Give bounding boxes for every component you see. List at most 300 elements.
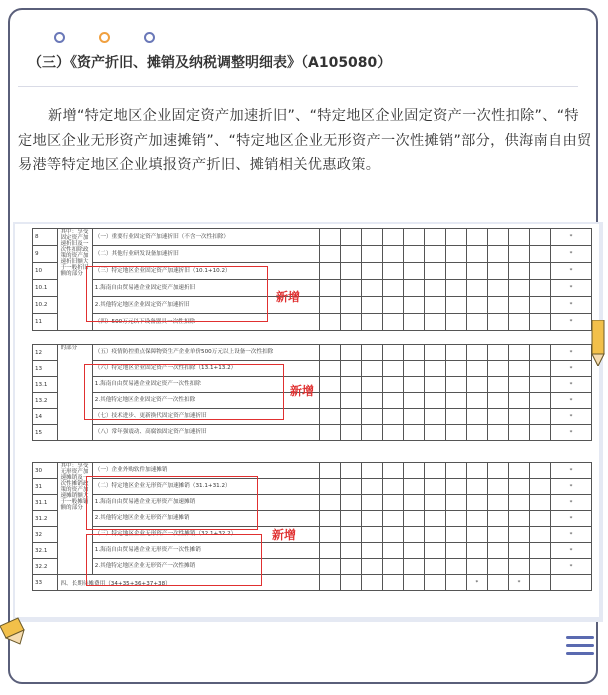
row-description: 2.其他特定地区企业固定资产加速折旧	[92, 297, 319, 314]
pencil-icon	[588, 320, 608, 366]
empty-cell	[466, 559, 487, 575]
empty-cell	[529, 409, 550, 425]
empty-cell	[508, 495, 529, 511]
empty-cell	[382, 511, 403, 527]
empty-cell	[382, 361, 403, 377]
empty-cell	[466, 425, 487, 441]
empty-cell	[445, 543, 466, 559]
row-description: 1.海南自由贸易港企业固定资产一次性扣除	[92, 377, 319, 393]
empty-cell	[340, 246, 361, 263]
empty-cell	[529, 393, 550, 409]
empty-cell	[403, 463, 424, 479]
empty-cell	[319, 409, 340, 425]
empty-cell	[466, 263, 487, 280]
empty-cell	[424, 280, 445, 297]
empty-cell	[319, 559, 340, 575]
empty-cell	[340, 361, 361, 377]
empty-cell	[403, 229, 424, 246]
empty-cell	[424, 246, 445, 263]
star-cell: *	[551, 361, 592, 377]
empty-cell	[445, 297, 466, 314]
table-row	[33, 345, 592, 361]
empty-cell	[424, 229, 445, 246]
empty-cell	[319, 479, 340, 495]
empty-cell	[382, 297, 403, 314]
star-cell: *	[551, 229, 592, 246]
empty-cell	[382, 527, 403, 543]
empty-cell	[403, 511, 424, 527]
empty-cell	[508, 463, 529, 479]
row-description: （四）500万元以下设备器具一次性扣除	[92, 314, 319, 331]
empty-cell	[382, 575, 403, 591]
empty-cell	[361, 543, 382, 559]
star-cell: *	[551, 425, 592, 441]
empty-cell	[361, 575, 382, 591]
row-description: 2.其他特定地区企业无形资产加速摊销	[92, 511, 319, 527]
empty-cell	[319, 425, 340, 441]
empty-cell	[424, 463, 445, 479]
empty-cell	[487, 361, 508, 377]
empty-cell	[529, 575, 550, 591]
empty-cell	[424, 425, 445, 441]
empty-cell	[466, 377, 487, 393]
empty-cell	[403, 543, 424, 559]
empty-cell	[466, 246, 487, 263]
empty-cell	[466, 409, 487, 425]
empty-cell	[403, 575, 424, 591]
empty-cell	[319, 361, 340, 377]
empty-cell	[403, 393, 424, 409]
table-row	[33, 425, 592, 441]
empty-cell	[508, 409, 529, 425]
highlight-box	[86, 476, 258, 530]
empty-cell	[340, 575, 361, 591]
empty-cell	[319, 463, 340, 479]
empty-cell	[466, 280, 487, 297]
row-description: （七）技术进步、更新换代固定资产加速折旧	[92, 409, 319, 425]
empty-cell	[319, 511, 340, 527]
empty-cell	[529, 425, 550, 441]
row-description: （一）重要行业固定资产加速折旧（不含一次性扣除）	[92, 229, 319, 246]
dot-icon	[54, 32, 65, 43]
empty-cell	[340, 479, 361, 495]
empty-cell	[424, 495, 445, 511]
empty-cell	[529, 361, 550, 377]
empty-cell	[487, 393, 508, 409]
empty-cell	[466, 361, 487, 377]
table-row	[33, 229, 592, 246]
empty-cell	[445, 246, 466, 263]
empty-cell	[382, 409, 403, 425]
row-number: 32.1	[33, 543, 58, 559]
star-cell: *	[551, 559, 592, 575]
empty-cell	[529, 377, 550, 393]
row-number: 14	[33, 409, 58, 425]
row-category: 的部分	[58, 345, 92, 441]
empty-cell	[361, 246, 382, 263]
new-tag: 新增	[290, 384, 315, 398]
new-tag: 新增	[272, 528, 297, 542]
empty-cell	[361, 409, 382, 425]
empty-cell	[466, 297, 487, 314]
empty-cell	[487, 511, 508, 527]
empty-cell	[319, 263, 340, 280]
empty-cell	[403, 425, 424, 441]
empty-cell	[529, 263, 550, 280]
empty-cell	[445, 345, 466, 361]
empty-cell	[445, 377, 466, 393]
empty-cell	[319, 527, 340, 543]
empty-cell	[382, 345, 403, 361]
empty-cell	[487, 463, 508, 479]
empty-cell	[508, 280, 529, 297]
empty-cell	[487, 527, 508, 543]
empty-cell	[319, 246, 340, 263]
star-cell: *	[551, 345, 592, 361]
empty-cell	[361, 361, 382, 377]
star-cell	[551, 575, 592, 591]
row-number: 32	[33, 527, 58, 543]
empty-cell	[487, 263, 508, 280]
empty-cell	[466, 495, 487, 511]
empty-cell	[340, 463, 361, 479]
dot-icon	[99, 32, 110, 43]
new-tag: 新增	[276, 290, 301, 304]
row-description: 1.海南自由贸易港企业固定资产加速折旧	[92, 280, 319, 297]
empty-cell	[466, 393, 487, 409]
empty-cell	[487, 377, 508, 393]
star-cell: *	[551, 527, 592, 543]
empty-cell	[424, 314, 445, 331]
empty-cell	[340, 409, 361, 425]
row-description: （八）常年强震动、高腐蚀固定资产加速折旧	[92, 425, 319, 441]
empty-cell	[361, 393, 382, 409]
empty-cell	[445, 495, 466, 511]
empty-cell	[529, 511, 550, 527]
empty-cell	[424, 543, 445, 559]
highlight-box	[84, 364, 284, 420]
empty-cell	[487, 575, 508, 591]
row-description: 1.海南自由贸易港企业无形资产一次性摊销	[92, 543, 319, 559]
row-description: （三）特定地区企业固定资产加速折旧（10.1+10.2）	[92, 263, 319, 280]
empty-cell	[508, 246, 529, 263]
table-row	[33, 246, 592, 263]
empty-cell	[529, 463, 550, 479]
empty-cell	[424, 263, 445, 280]
empty-cell	[340, 263, 361, 280]
row-number: 33	[33, 575, 58, 591]
row-number: 15	[33, 425, 58, 441]
empty-cell	[382, 377, 403, 393]
empty-cell	[403, 263, 424, 280]
empty-cell	[403, 409, 424, 425]
star-cell: *	[551, 511, 592, 527]
row-description: （三）特定地区企业无形资产一次性摊销（32.1+32.2）	[92, 527, 319, 543]
empty-cell	[487, 297, 508, 314]
empty-cell	[361, 263, 382, 280]
empty-cell	[466, 314, 487, 331]
empty-cell	[529, 527, 550, 543]
empty-cell	[487, 409, 508, 425]
empty-cell	[382, 246, 403, 263]
empty-cell	[508, 314, 529, 331]
empty-cell	[508, 527, 529, 543]
empty-cell	[529, 345, 550, 361]
empty-cell	[319, 393, 340, 409]
empty-cell	[424, 345, 445, 361]
empty-cell	[340, 543, 361, 559]
empty-cell	[445, 425, 466, 441]
empty-cell	[424, 297, 445, 314]
empty-cell	[466, 229, 487, 246]
row-number: 11	[33, 314, 58, 331]
empty-cell	[487, 314, 508, 331]
empty-cell	[319, 314, 340, 331]
empty-cell	[424, 361, 445, 377]
empty-cell	[466, 345, 487, 361]
empty-cell	[424, 479, 445, 495]
empty-cell	[445, 393, 466, 409]
empty-cell	[319, 280, 340, 297]
empty-cell	[361, 527, 382, 543]
empty-cell	[487, 425, 508, 441]
empty-cell	[466, 527, 487, 543]
row-number: 9	[33, 246, 58, 263]
star-cell: *	[551, 479, 592, 495]
row-description: 四、长期待摊费用（34+35+36+37+38）	[58, 575, 319, 591]
empty-cell	[508, 361, 529, 377]
empty-cell	[487, 229, 508, 246]
empty-cell	[487, 280, 508, 297]
empty-cell	[340, 297, 361, 314]
row-description: （二）特定地区企业无形资产加速摊销（31.1+31.2）	[92, 479, 319, 495]
empty-cell	[382, 479, 403, 495]
pencil-icon	[0, 616, 26, 646]
empty-cell	[340, 425, 361, 441]
empty-cell	[361, 377, 382, 393]
row-description: （二）其他行业研发设备加速折旧	[92, 246, 319, 263]
empty-cell	[445, 479, 466, 495]
empty-cell	[340, 345, 361, 361]
empty-cell	[403, 479, 424, 495]
star-cell: *	[551, 314, 592, 331]
empty-cell	[340, 377, 361, 393]
empty-cell	[445, 263, 466, 280]
empty-cell	[424, 527, 445, 543]
empty-cell	[445, 280, 466, 297]
empty-cell	[508, 229, 529, 246]
empty-cell	[403, 527, 424, 543]
empty-cell	[487, 345, 508, 361]
empty-cell	[361, 280, 382, 297]
row-number: 13.2	[33, 393, 58, 409]
divider	[18, 86, 578, 87]
row-number: 13.1	[33, 377, 58, 393]
empty-cell	[382, 393, 403, 409]
empty-cell	[361, 479, 382, 495]
empty-cell	[529, 495, 550, 511]
highlight-box	[86, 534, 262, 586]
empty-cell	[466, 511, 487, 527]
empty-cell	[508, 377, 529, 393]
empty-cell	[382, 495, 403, 511]
empty-cell	[361, 559, 382, 575]
empty-cell	[403, 280, 424, 297]
empty-cell	[319, 229, 340, 246]
star-cell: *	[551, 495, 592, 511]
empty-cell	[424, 511, 445, 527]
star-cell: *	[551, 377, 592, 393]
row-category: 其中：享受固定资产加速折旧及一次性扣除政策的资产加速折旧额大于一般折旧额的部分	[58, 229, 92, 331]
star-cell: *	[551, 393, 592, 409]
empty-cell	[319, 495, 340, 511]
window-dots	[54, 32, 155, 43]
empty-cell	[361, 345, 382, 361]
empty-cell	[445, 314, 466, 331]
row-number: 32.2	[33, 559, 58, 575]
empty-cell	[382, 314, 403, 331]
description-paragraph: 新增“特定地区企业固定资产加速折旧”、“特定地区企业固定资产一次性扣除”、“特定地区企业无形资产加速摊销”、“特定地区企业无形资产一次性摊销”部分，供海南自由贸易港等特定地区企业填报资产折旧、摊销相关优惠政策。	[18, 108, 592, 173]
dot-icon	[144, 32, 155, 43]
empty-cell	[445, 463, 466, 479]
empty-cell	[508, 393, 529, 409]
empty-cell	[424, 559, 445, 575]
empty-cell	[403, 495, 424, 511]
empty-cell	[361, 229, 382, 246]
empty-cell	[487, 479, 508, 495]
empty-cell	[340, 229, 361, 246]
empty-cell	[508, 263, 529, 280]
star-cell: *	[551, 263, 592, 280]
empty-cell	[508, 425, 529, 441]
empty-cell	[424, 393, 445, 409]
empty-cell	[403, 377, 424, 393]
row-number: 30	[33, 463, 58, 479]
row-number: 10.2	[33, 297, 58, 314]
empty-cell	[382, 280, 403, 297]
empty-cell	[445, 559, 466, 575]
row-number: 13	[33, 361, 58, 377]
row-description: 2.其他特定地区企业固定资产一次性扣除	[92, 393, 319, 409]
empty-cell: *	[508, 575, 529, 591]
empty-cell	[445, 527, 466, 543]
star-cell: *	[551, 409, 592, 425]
empty-cell	[382, 263, 403, 280]
empty-cell	[340, 527, 361, 543]
empty-cell	[445, 361, 466, 377]
empty-cell	[508, 511, 529, 527]
row-number: 12	[33, 345, 58, 361]
empty-cell	[361, 297, 382, 314]
empty-cell	[403, 345, 424, 361]
star-cell: *	[551, 280, 592, 297]
empty-cell	[382, 559, 403, 575]
row-description: （五）疫情防控重点保障物资生产企业单价500万元以上设备一次性扣除	[92, 345, 319, 361]
empty-cell	[403, 314, 424, 331]
empty-cell	[340, 314, 361, 331]
empty-cell	[529, 229, 550, 246]
empty-cell	[466, 479, 487, 495]
row-description: 2.其他特定地区企业无形资产一次性摊销	[92, 559, 319, 575]
empty-cell	[319, 377, 340, 393]
empty-cell	[382, 425, 403, 441]
empty-cell	[424, 377, 445, 393]
empty-cell	[508, 543, 529, 559]
empty-cell	[508, 345, 529, 361]
row-description: （一）企业外购软件加速摊销	[92, 463, 319, 479]
empty-cell	[508, 297, 529, 314]
empty-cell	[424, 575, 445, 591]
row-number: 8	[33, 229, 58, 246]
empty-cell	[508, 559, 529, 575]
empty-cell	[445, 511, 466, 527]
empty-cell	[403, 246, 424, 263]
row-number: 10.1	[33, 280, 58, 297]
row-number: 31	[33, 479, 58, 495]
empty-cell	[361, 495, 382, 511]
empty-cell: *	[466, 575, 487, 591]
empty-cell	[340, 559, 361, 575]
star-cell: *	[551, 463, 592, 479]
star-cell: *	[551, 543, 592, 559]
empty-cell	[319, 297, 340, 314]
empty-cell	[424, 409, 445, 425]
empty-cell	[487, 495, 508, 511]
empty-cell	[319, 575, 340, 591]
empty-cell	[340, 280, 361, 297]
section-title: （三）《资产折旧、摊销及纳税调整明细表》（A105080）	[28, 55, 392, 71]
row-description: （六）特定地区企业固定资产一次性扣除（13.1+13.2）	[92, 361, 319, 377]
empty-cell	[403, 361, 424, 377]
empty-cell	[361, 511, 382, 527]
empty-cell	[466, 543, 487, 559]
empty-cell	[340, 495, 361, 511]
empty-cell	[319, 345, 340, 361]
empty-cell	[382, 229, 403, 246]
empty-cell	[319, 543, 340, 559]
empty-cell	[466, 463, 487, 479]
empty-cell	[487, 559, 508, 575]
empty-cell	[487, 246, 508, 263]
star-cell: *	[551, 297, 592, 314]
empty-cell	[403, 559, 424, 575]
empty-cell	[508, 479, 529, 495]
empty-cell	[340, 511, 361, 527]
highlight-box	[86, 266, 268, 322]
row-description: 1.海南自由贸易港企业无形资产加速摊销	[92, 495, 319, 511]
empty-cell	[529, 559, 550, 575]
empty-cell	[361, 425, 382, 441]
empty-cell	[382, 463, 403, 479]
empty-cell	[382, 543, 403, 559]
row-number: 10	[33, 263, 58, 280]
empty-cell	[529, 314, 550, 331]
star-cell: *	[551, 246, 592, 263]
empty-cell	[340, 393, 361, 409]
empty-cell	[529, 246, 550, 263]
row-number: 31.2	[33, 511, 58, 527]
empty-cell	[529, 280, 550, 297]
empty-cell	[529, 543, 550, 559]
row-number: 31.1	[33, 495, 58, 511]
empty-cell	[403, 297, 424, 314]
empty-cell	[445, 575, 466, 591]
row-category: 其中：享受无形资产加速摊销及一次性摊销政策的资产加速摊销额大于一般摊销额的部分	[58, 463, 92, 575]
empty-cell	[529, 479, 550, 495]
empty-cell	[361, 463, 382, 479]
menu-icon[interactable]	[566, 636, 594, 660]
empty-cell	[445, 229, 466, 246]
